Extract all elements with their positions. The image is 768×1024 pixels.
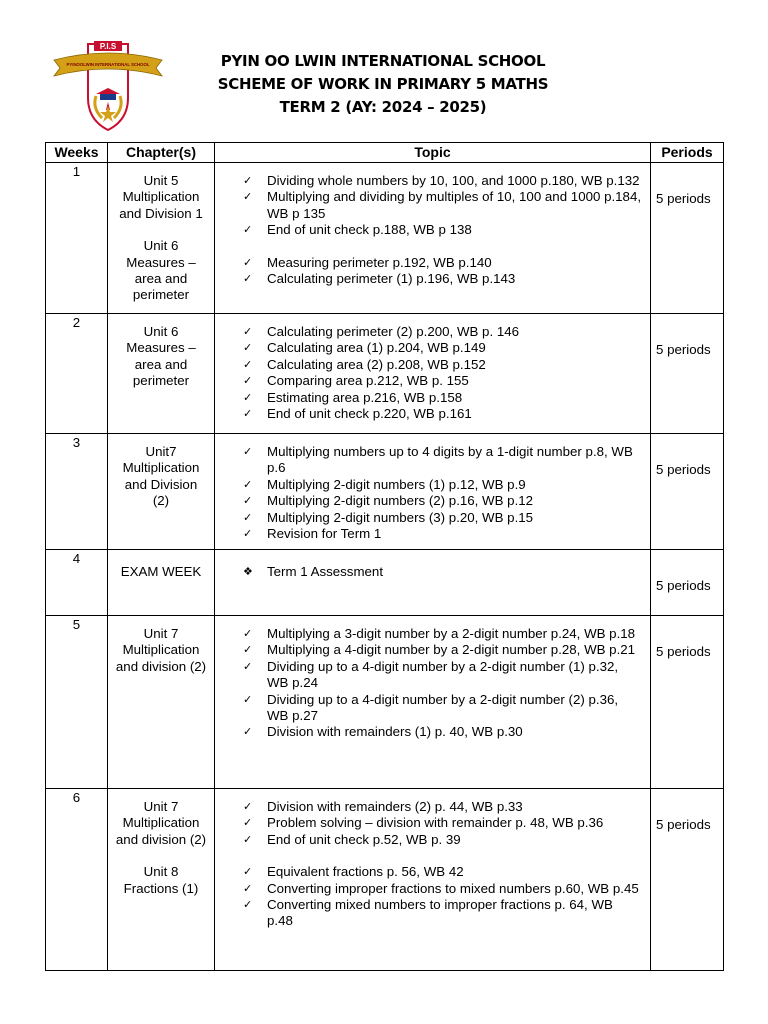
topic-group-gap: [241, 848, 642, 864]
chapter-line: perimeter: [132, 373, 190, 389]
chapter-line: area and: [134, 271, 188, 287]
logo-ribbon-text: PYINOOLWIN INTERNATIONAL SCHOOL: [66, 62, 150, 67]
topic-item: [241, 340, 642, 356]
topic-text: Division with remainders (2) p. 44, WB p.33: [267, 799, 523, 814]
topic-text: Multiplying 2-digit numbers (3) p.20, WB p.15: [267, 509, 534, 525]
periods-cell: 5 periods: [651, 314, 724, 434]
chapter-line: Unit 7: [143, 799, 179, 814]
chapter-block: [110, 864, 212, 897]
topic-item: [241, 357, 642, 373]
column-header-weeks: Weeks: [46, 143, 108, 163]
topic-item: [241, 832, 642, 848]
chapter-line: and Division 1: [119, 205, 203, 221]
topic-text: Multiplying a 3-digit number by a 2-digit number p.24, WB p.18: [267, 626, 636, 641]
title-line-term: TERM 2 (AY: 2024 – 2025): [279, 98, 487, 116]
chapter-line: Unit 8: [143, 864, 179, 880]
topic-text: End of unit check p.188, WB p 138: [267, 222, 472, 238]
table-row: [46, 789, 724, 971]
chapter-line: EXAM WEEK: [120, 564, 202, 579]
topic-item: [241, 642, 642, 658]
periods-cell: 5 periods: [651, 434, 724, 550]
checkmark-icon: ✓: [243, 643, 253, 657]
checkmark-icon: ✓: [243, 357, 253, 371]
topic-list: [241, 324, 642, 422]
topic-item: [241, 390, 642, 406]
week-number: 4: [46, 550, 108, 616]
topic-list: [241, 799, 642, 848]
checkmark-icon: ✓: [243, 832, 253, 846]
chapter-line: Unit7: [145, 444, 177, 459]
topic-text: Division with remainders (1) p. 40, WB p.30: [267, 724, 523, 740]
column-header-topic: Topic: [215, 143, 651, 163]
topic-item: [241, 564, 642, 580]
topic-cell: [215, 434, 651, 550]
topic-text: Multiplying numbers up to 4 digits by a 1-digit number p.8, WB p.6: [267, 444, 633, 476]
chapter-block: [110, 564, 212, 580]
chapter-line: (2): [152, 493, 170, 509]
diamond-bullet-icon: ❖: [243, 565, 253, 578]
table-header-row: [46, 143, 724, 163]
week-number: 5: [46, 616, 108, 789]
chapters-cell: [108, 616, 215, 789]
checkmark-icon: ✓: [243, 659, 253, 673]
column-header-periods: Periods: [651, 143, 724, 163]
checkmark-icon: ✓: [243, 374, 253, 388]
topic-text: Problem solving – division with remainder p. 48, WB p.36: [267, 815, 604, 831]
chapter-block: [110, 173, 212, 222]
chapter-line: Fractions (1): [123, 880, 199, 896]
title-line-school: PYIN OO LWIN INTERNATIONAL SCHOOL: [220, 52, 546, 70]
topic-text: Comparing area p.212, WB p. 155: [267, 373, 469, 389]
chapter-block: [110, 444, 212, 510]
topic-item: [241, 626, 642, 642]
chapters-cell: [108, 434, 215, 550]
topic-text: End of unit check p.220, WB p.161: [267, 406, 472, 422]
chapters-cell: [108, 550, 215, 616]
week-number: 3: [46, 434, 108, 550]
topic-text: Dividing up to a 4-digit number by a 2-digit number (2) p.36, WB p.27: [267, 691, 619, 724]
topic-item: [241, 897, 642, 930]
topic-list: [241, 255, 642, 288]
topic-text: Calculating area (2) p.208, WB p.152: [267, 356, 486, 372]
topic-item: [241, 526, 642, 542]
topic-list: [241, 564, 642, 580]
periods-cell: 5 periods: [651, 163, 724, 314]
checkmark-icon: ✓: [243, 325, 253, 338]
topic-text: Multiplying 2-digit numbers (2) p.16, WB p.12: [267, 493, 534, 509]
chapter-line: Multiplication: [122, 460, 200, 476]
checkmark-icon: ✓: [243, 223, 253, 237]
periods-cell: 5 periods: [651, 616, 724, 789]
topic-list: [241, 626, 642, 741]
chapter-line: Unit 6: [143, 238, 179, 254]
checkmark-icon: ✓: [243, 725, 253, 739]
topic-text: Multiplying 2-digit numbers (1) p.12, WB p.9: [267, 476, 526, 492]
chapter-block: [110, 324, 212, 390]
document-title: [200, 50, 566, 119]
topic-item: [241, 255, 642, 271]
topic-item: [241, 373, 642, 389]
week-number: 1: [46, 163, 108, 314]
topic-item: [241, 799, 642, 815]
checkmark-icon: ✓: [243, 865, 253, 879]
topic-cell: [215, 163, 651, 314]
week-number: 2: [46, 314, 108, 434]
checkmark-icon: ✓: [243, 190, 253, 204]
chapter-line: and division (2): [115, 831, 207, 847]
week-number: 6: [46, 789, 108, 971]
topic-text: Revision for Term 1: [267, 526, 382, 542]
school-logo-icon: [52, 38, 164, 134]
topic-text: Calculating area (1) p.204, WB p.149: [267, 340, 486, 356]
topic-list: [241, 444, 642, 542]
checkmark-icon: ✓: [243, 255, 253, 269]
topic-text: Estimating area p.216, WB p.158: [267, 389, 463, 405]
topic-text: Multiplying and dividing by multiples of 10, 100 and 1000 p.184, WB p 135: [267, 189, 642, 221]
topic-group-gap: [241, 239, 642, 255]
topic-item: [241, 659, 642, 692]
topic-text: Dividing up to a 4-digit number by a 2-digit number (1) p.32, WB p.24: [267, 658, 619, 691]
topic-text: Equivalent fractions p. 56, WB 42: [267, 864, 464, 880]
topic-item: [241, 173, 642, 189]
logo-banner-text: P.I.S: [99, 42, 117, 51]
checkmark-icon: ✓: [243, 800, 253, 813]
chapter-block: [110, 626, 212, 675]
topic-item: [241, 881, 642, 897]
topic-item: [241, 271, 642, 287]
topic-list: [241, 173, 642, 239]
chapter-line: Measures –: [126, 340, 196, 356]
topic-item: [241, 510, 642, 526]
chapter-line: Unit 7: [143, 626, 179, 641]
chapter-line: Measures –: [126, 254, 196, 270]
topic-cell: [215, 550, 651, 616]
topic-item: [241, 724, 642, 740]
chapters-cell: [108, 163, 215, 314]
checkmark-icon: ✓: [243, 407, 253, 421]
topic-item: [241, 692, 642, 725]
topic-text: Calculating perimeter (2) p.200, WB p. 146: [267, 324, 520, 339]
chapter-line: Multiplication: [122, 642, 200, 658]
checkmark-icon: ✓: [243, 174, 253, 187]
topic-text: End of unit check p.52, WB p. 39: [267, 831, 461, 847]
topic-text: Converting improper fractions to mixed numbers p.60, WB p.45: [267, 880, 639, 896]
topic-item: [241, 222, 642, 238]
chapter-block: [110, 238, 212, 304]
table-row: [46, 616, 724, 789]
topic-list: [241, 864, 642, 930]
chapter-line: Unit 5: [143, 173, 179, 188]
chapters-cell: [108, 789, 215, 971]
topic-text: Multiplying a 4-digit number by a 2-digit number p.28, WB p.21: [267, 642, 636, 658]
checkmark-icon: ✓: [243, 445, 253, 458]
topic-item: [241, 324, 642, 340]
topic-text: Calculating perimeter (1) p.196, WB p.143: [267, 271, 516, 287]
topic-text: Converting mixed numbers to improper fractions p. 64, WB p.48: [267, 897, 613, 929]
topic-item: [241, 477, 642, 493]
chapter-line: and Division: [124, 476, 198, 492]
checkmark-icon: ✓: [243, 494, 253, 508]
topic-text: Dividing whole numbers by 10, 100, and 1000 p.180, WB p.132: [267, 173, 640, 188]
checkmark-icon: ✓: [243, 816, 253, 830]
topic-cell: [215, 789, 651, 971]
checkmark-icon: ✓: [243, 527, 253, 541]
scheme-of-work-table: [45, 142, 724, 971]
topic-item: [241, 864, 642, 880]
topic-cell: [215, 616, 651, 789]
checkmark-icon: ✓: [243, 510, 253, 524]
chapter-line: Multiplication: [122, 189, 200, 205]
topic-item: [241, 444, 642, 477]
checkmark-icon: ✓: [243, 341, 253, 355]
checkmark-icon: ✓: [243, 272, 253, 286]
chapter-line: perimeter: [132, 287, 190, 303]
topic-item: [241, 189, 642, 222]
checkmark-icon: ✓: [243, 477, 253, 491]
checkmark-icon: ✓: [243, 627, 253, 640]
chapter-block: [110, 799, 212, 848]
chapter-line: Multiplication: [122, 815, 200, 831]
topic-item: [241, 406, 642, 422]
topic-text: Term 1 Assessment: [267, 564, 384, 579]
periods-cell: 5 periods: [651, 789, 724, 971]
table-row: [46, 314, 724, 434]
table-row: [46, 163, 724, 314]
column-header-chapters: Chapter(s): [108, 143, 215, 163]
checkmark-icon: ✓: [243, 898, 253, 912]
checkmark-icon: ✓: [243, 881, 253, 895]
chapter-line: Unit 6: [143, 324, 179, 339]
table-row: [46, 434, 724, 550]
chapters-cell: [108, 314, 215, 434]
table-row: [46, 550, 724, 616]
chapter-line: and division (2): [115, 658, 207, 674]
checkmark-icon: ✓: [243, 390, 253, 404]
topic-item: [241, 493, 642, 509]
topic-item: [241, 815, 642, 831]
title-line-scheme: SCHEME OF WORK IN PRIMARY 5 MATHS: [217, 75, 549, 93]
checkmark-icon: ✓: [243, 692, 253, 706]
chapter-line: area and: [134, 356, 188, 372]
topic-cell: [215, 314, 651, 434]
periods-cell: 5 periods: [651, 550, 724, 616]
topic-text: Measuring perimeter p.192, WB p.140: [267, 254, 492, 270]
